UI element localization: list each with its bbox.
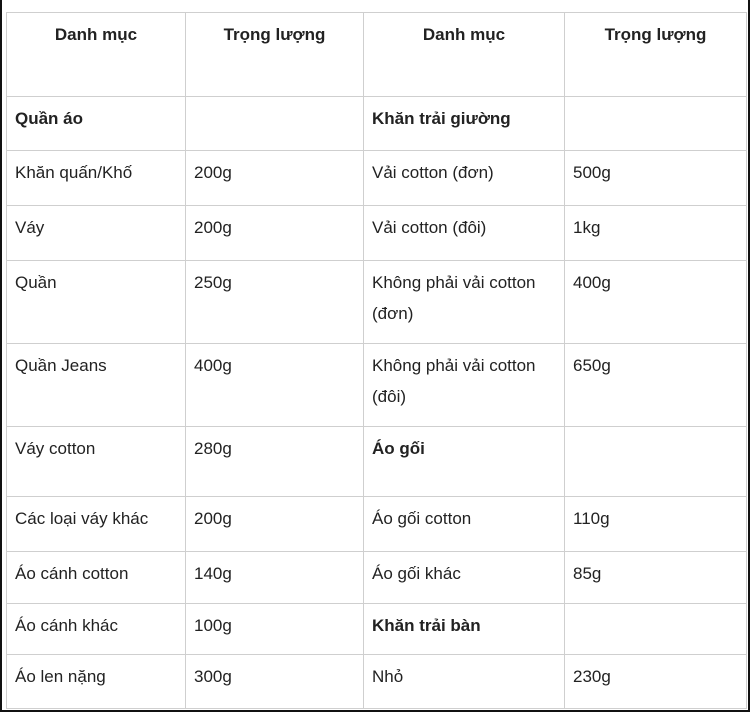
table-row — [7, 97, 747, 151]
table-row — [7, 151, 747, 206]
cell-category: Áo cánh cotton — [7, 552, 186, 604]
cell-weight — [186, 97, 364, 151]
section-heading-pillowcases: Áo gối — [364, 427, 565, 497]
cell-weight: 230g — [565, 655, 747, 709]
cell-weight: 650g — [565, 344, 747, 427]
table-header-row — [7, 13, 747, 97]
cell-weight: 100g — [186, 604, 364, 655]
cell-category: Áo len nặng — [7, 655, 186, 709]
cell-weight — [565, 427, 747, 497]
cell-weight: 200g — [186, 206, 364, 261]
cell-weight — [565, 604, 747, 655]
cell-weight — [565, 97, 747, 151]
cell-category: Áo gối cotton — [364, 497, 565, 552]
cell-weight: 500g — [565, 151, 747, 206]
cell-category: Áo cánh khác — [7, 604, 186, 655]
cell-weight: 400g — [565, 261, 747, 344]
table-row — [7, 344, 747, 427]
cell-category: Vải cotton (đơn) — [364, 151, 565, 206]
header-category-right: Danh mục — [364, 13, 565, 97]
weight-table — [6, 12, 747, 709]
table-row — [7, 552, 747, 604]
header-weight-left: Trọng lượng — [186, 13, 364, 97]
cell-weight: 85g — [565, 552, 747, 604]
section-heading-bedsheets: Khăn trải giường — [364, 97, 565, 151]
cell-weight: 200g — [186, 151, 364, 206]
cell-weight: 110g — [565, 497, 747, 552]
header-weight-right: Trọng lượng — [565, 13, 747, 97]
header-category-left: Danh mục — [7, 13, 186, 97]
section-heading-tablecloths: Khăn trải bàn — [364, 604, 565, 655]
cell-category: Vải cotton (đôi) — [364, 206, 565, 261]
cell-category: Quần Jeans — [7, 344, 186, 427]
table-row — [7, 261, 747, 344]
cell-weight: 280g — [186, 427, 364, 497]
table-row — [7, 206, 747, 261]
cell-category: Váy cotton — [7, 427, 186, 497]
cell-weight: 250g — [186, 261, 364, 344]
cell-category: Các loại váy khác — [7, 497, 186, 552]
cell-category: Quần — [7, 261, 186, 344]
cell-weight: 400g — [186, 344, 364, 427]
cell-category: Không phải vải cotton (đôi) — [364, 344, 565, 427]
cell-category: Nhỏ — [364, 655, 565, 709]
cell-category: Khăn quấn/Khố — [7, 151, 186, 206]
cell-weight: 200g — [186, 497, 364, 552]
cell-category: Áo gối khác — [364, 552, 565, 604]
cell-category: Không phải vải cotton (đơn) — [364, 261, 565, 344]
cell-category: Váy — [7, 206, 186, 261]
table-row — [7, 655, 747, 709]
cell-weight: 140g — [186, 552, 364, 604]
table-row — [7, 427, 747, 497]
cell-weight: 1kg — [565, 206, 747, 261]
cell-weight: 300g — [186, 655, 364, 709]
table-row — [7, 604, 747, 655]
table-row — [7, 497, 747, 552]
section-heading-clothes: Quần áo — [7, 97, 186, 151]
